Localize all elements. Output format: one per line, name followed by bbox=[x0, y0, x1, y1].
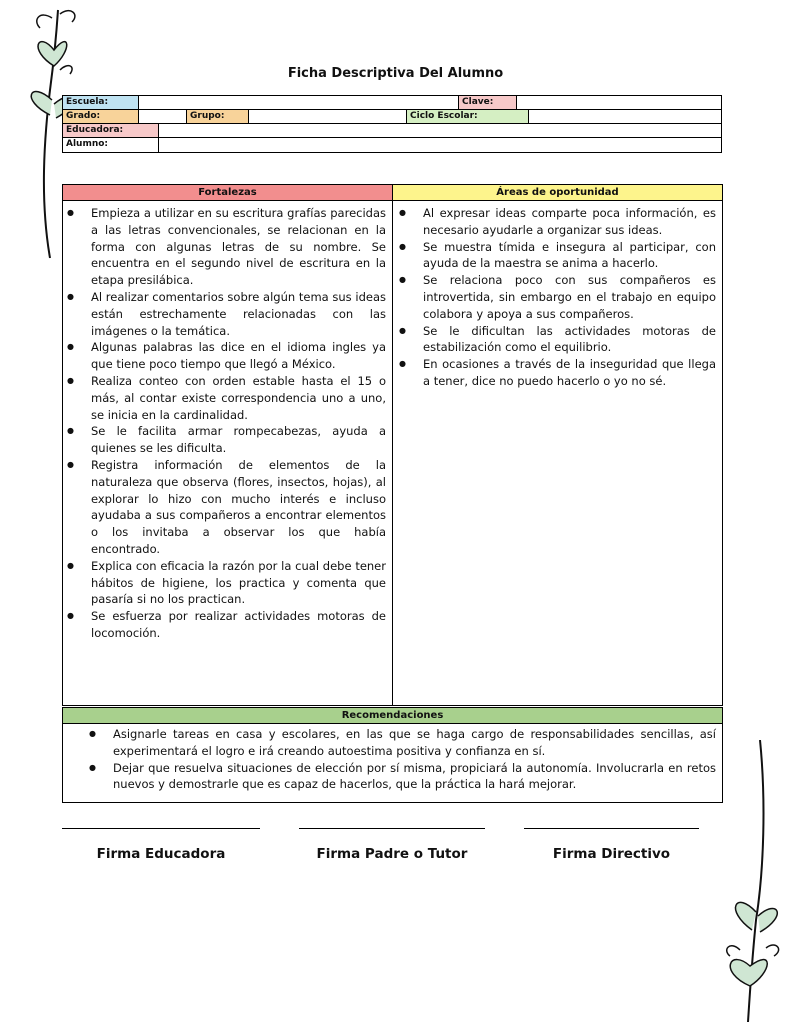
info-row-educadora bbox=[63, 124, 721, 138]
fortalezas-column bbox=[63, 201, 393, 705]
assessment-table bbox=[62, 184, 723, 706]
ciclo-escolar-label: Ciclo Escolar: bbox=[407, 110, 529, 123]
recomendaciones-header: Recomendaciones bbox=[63, 708, 722, 724]
page-title: Ficha Descriptiva Del Alumno bbox=[287, 66, 504, 81]
list-item: ● Registra información de elementos de la naturaleza que observa (flores, insectos, hojas), al explorar lo hizo con mucho interés e incluso ayudaba a sus compañeros a encontrar elementos o los invitaba a observar los que había encontrado. bbox=[91, 457, 386, 558]
info-row-alumno bbox=[63, 138, 721, 152]
educadora-field[interactable] bbox=[159, 124, 721, 137]
escuela-label: Escuela: bbox=[63, 96, 139, 109]
areas-header: Áreas de oportunidad bbox=[393, 185, 722, 200]
list-item: ● Se le dificultan las actividades motoras de estabilización como el equilibrio. bbox=[423, 323, 716, 357]
info-row-grado bbox=[63, 110, 721, 124]
recomendaciones-list bbox=[63, 724, 722, 793]
assessment-header-row bbox=[63, 185, 722, 201]
grupo-label: Grupo: bbox=[187, 110, 249, 123]
list-item: ● Asignarle tareas en casa y escolares, en las que se haga cargo de responsabilidades sencillas, así experimentará el logro e irá creando autoestima positiva y confianza en sí. bbox=[113, 726, 716, 760]
fortalezas-header: Fortalezas bbox=[63, 185, 393, 200]
student-info-table bbox=[62, 95, 722, 153]
firma-educadora-label: Firma Educadora bbox=[96, 846, 226, 862]
areas-column bbox=[393, 201, 722, 705]
firma-directivo-label: Firma Directivo bbox=[552, 846, 671, 862]
ciclo-escolar-field[interactable] bbox=[529, 110, 721, 123]
list-item: ● Algunas palabras las dice en el idioma ingles ya que tiene poco tiempo que llegó a México. bbox=[91, 339, 386, 373]
alumno-label: Alumno: bbox=[63, 138, 159, 152]
list-item: ● Se esfuerza por realizar actividades motoras de locomoción. bbox=[91, 608, 386, 642]
grado-field[interactable] bbox=[139, 110, 187, 123]
list-item: ● Al realizar comentarios sobre algún tema sus ideas están estrechamente relacionadas con las imágenes o la temática. bbox=[91, 289, 386, 339]
list-item: ● Explica con eficacia la razón por la cual debe tener hábitos de higiene, los practica y comenta que pasaría si no los practican. bbox=[91, 558, 386, 608]
alumno-field[interactable] bbox=[159, 138, 721, 152]
list-item: ● Empieza a utilizar en su escritura grafías parecidas a las letras convencionales, se relacionan en la forma con algunas letras de su nombre. Se encuentra en el segundo nivel de escritura en la etapa presilábica. bbox=[91, 205, 386, 289]
firma-padre-label: Firma Padre o Tutor bbox=[316, 846, 468, 862]
clave-field[interactable] bbox=[517, 96, 721, 109]
list-item: ● Realiza conteo con orden estable hasta el 15 o más, al contar existe correspondencia uno a uno, se inicia en la cardinalidad. bbox=[91, 373, 386, 423]
signature-line-educadora[interactable] bbox=[62, 828, 260, 829]
list-item: ● Se relaciona poco con sus compañeros es introvertida, sin embargo en el trabajo en equipo colabora y apoya a sus compañeros. bbox=[423, 272, 716, 322]
list-item: ● En ocasiones a través de la inseguridad que llega a tener, dice no puedo hacerlo o yo no sé. bbox=[423, 356, 716, 390]
signature-line-directivo[interactable] bbox=[524, 828, 699, 829]
escuela-field[interactable] bbox=[139, 96, 459, 109]
grupo-field[interactable] bbox=[249, 110, 407, 123]
grado-label: Grado: bbox=[63, 110, 139, 123]
educadora-label: Educadora: bbox=[63, 124, 159, 137]
info-row-escuela bbox=[63, 96, 721, 110]
areas-list bbox=[423, 205, 716, 390]
clave-label: Clave: bbox=[459, 96, 517, 109]
list-item: ● Dejar que resuelva situaciones de elección por sí misma, propiciará la autonomía. Involucrarla en retos nuevos y demostrarle que es capaz de hacerlos, que la práctica la hará mejorar. bbox=[113, 760, 716, 794]
list-item: ● Al expresar ideas comparte poca información, es necesario ayudarle a organizar sus ideas. bbox=[423, 205, 716, 239]
signature-line-padre[interactable] bbox=[299, 828, 485, 829]
fortalezas-list bbox=[91, 205, 386, 642]
list-item: ● Se le facilita armar rompecabezas, ayuda a quienes se les dificulta. bbox=[91, 423, 386, 457]
recomendaciones-table bbox=[62, 707, 723, 803]
list-item: ● Se muestra tímida e insegura al participar, con ayuda de la maestra se anima a hacerlo. bbox=[423, 239, 716, 273]
